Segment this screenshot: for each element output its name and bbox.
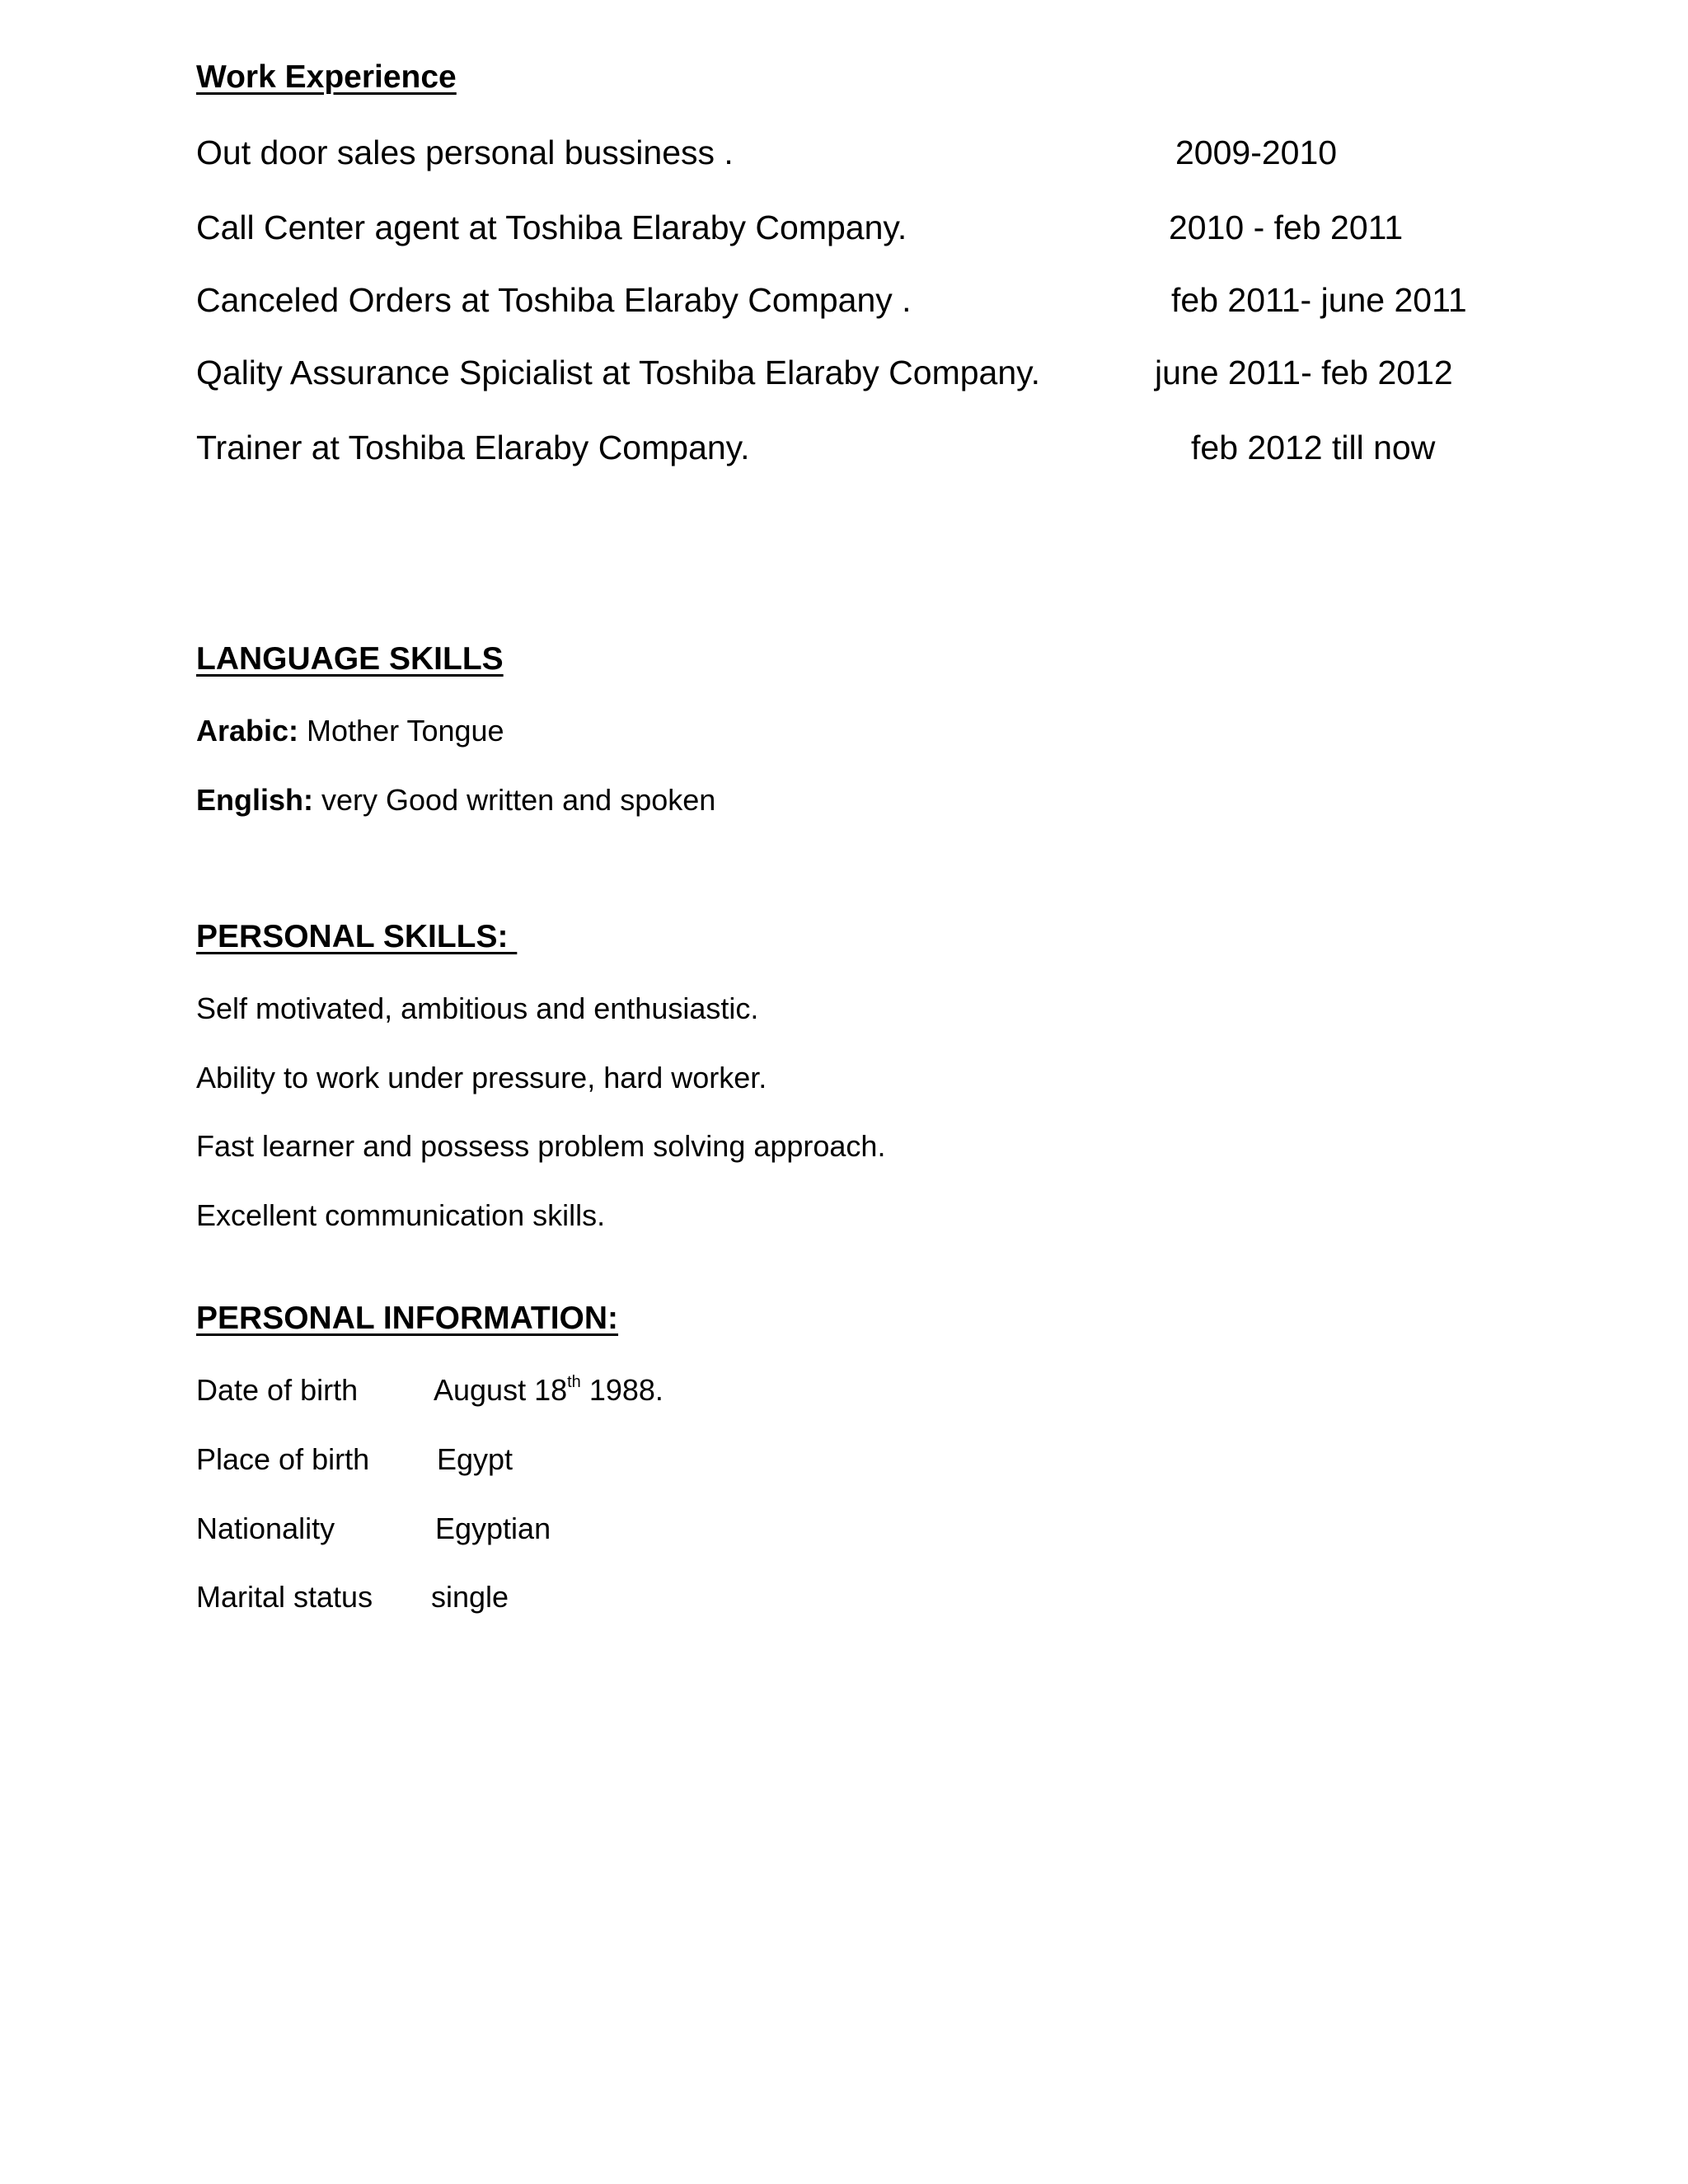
work-period: feb 2011- june 2011 xyxy=(1171,281,1467,319)
skill-item: Ability to work under pressure, hard worker. xyxy=(196,1061,767,1094)
nationality-value: Egyptian xyxy=(435,1511,551,1545)
language-skills-heading: LANGUAGE SKILLS xyxy=(196,641,504,677)
dob-ordinal: th xyxy=(567,1373,581,1391)
work-role: Out door sales personal bussiness . xyxy=(196,134,734,171)
language-name: English: xyxy=(196,783,313,817)
dob-label: Date of birth xyxy=(196,1373,359,1407)
work-role: Call Center agent at Toshiba Elaraby Company. xyxy=(196,209,907,246)
language-item xyxy=(196,783,715,818)
language-level: Mother Tongue xyxy=(307,714,504,748)
personal-information-heading: PERSONAL INFORMATION: xyxy=(196,1301,619,1336)
dob-value-year: 1988. xyxy=(580,1373,663,1407)
skill-item: Fast learner and possess problem solving approach. xyxy=(196,1129,886,1163)
marital-value: single xyxy=(431,1580,509,1614)
work-role: Canceled Orders at Toshiba Elaraby Company . xyxy=(196,281,912,319)
dob-value-main: August 18 xyxy=(434,1373,568,1407)
pob-label: Place of birth xyxy=(196,1442,370,1476)
work-role: Trainer at Toshiba Elaraby Company. xyxy=(196,429,750,466)
work-period: 2009-2010 xyxy=(1175,134,1338,171)
work-period: 2010 - feb 2011 xyxy=(1169,209,1404,246)
skill-item: Excellent communication skills. xyxy=(196,1198,606,1232)
personal-skills-heading: PERSONAL SKILLS: xyxy=(196,919,518,954)
marital-label: Marital status xyxy=(196,1580,373,1614)
language-item xyxy=(196,714,504,748)
skill-item: Self motivated, ambitious and enthusiastic. xyxy=(196,991,759,1025)
work-experience-heading: Work Experience xyxy=(196,59,457,95)
work-role: Qality Assurance Spicialist at Toshiba Elaraby Company. xyxy=(196,354,1040,391)
work-period: feb 2012 till now xyxy=(1191,429,1436,466)
work-period: june 2011- feb 2012 xyxy=(1155,354,1453,391)
language-name: Arabic: xyxy=(196,714,299,748)
language-level: very Good written and spoken xyxy=(321,783,716,817)
pob-value: Egypt xyxy=(437,1442,513,1476)
dob-value xyxy=(434,1373,663,1408)
nationality-label: Nationality xyxy=(196,1511,335,1545)
